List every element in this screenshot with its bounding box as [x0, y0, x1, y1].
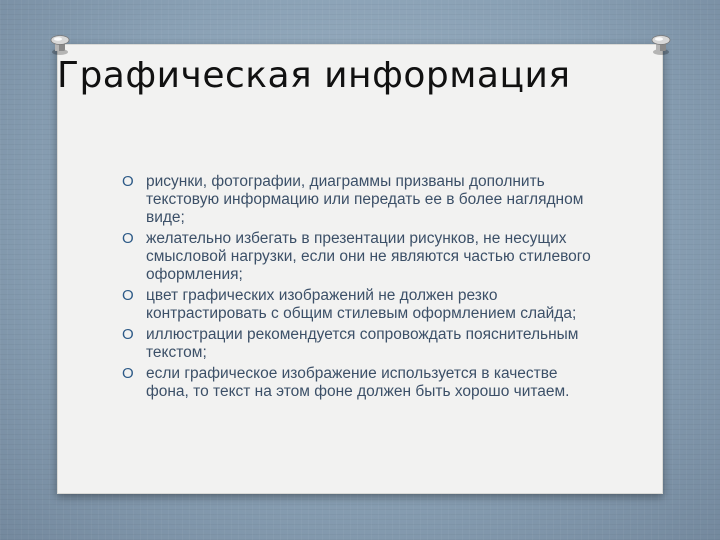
- bullet-marker-icon: O: [122, 365, 134, 382]
- bullet-marker-icon: O: [122, 326, 134, 343]
- bullet-marker-icon: O: [122, 173, 134, 190]
- pushpin-icon: [650, 30, 672, 56]
- pushpin-icon: [49, 30, 71, 56]
- slide-title: Графическая информация: [57, 55, 571, 96]
- bullet-text: цвет графических изображений не должен резко контрастировать с общим стилевым оформлением слайда;: [146, 287, 577, 322]
- bullet-text: рисунки, фотографии, диаграммы призваны дополнить текстовую информацию или передать ее в более наглядном виде;: [146, 173, 584, 226]
- bullet-text: желательно избегать в презентации рисунков, не несущих смысловой нагрузки, если они не являются частью стилевого оформления;: [146, 230, 591, 283]
- bullet-marker-icon: O: [122, 230, 134, 247]
- bullet-marker-icon: O: [122, 287, 134, 304]
- bullet-item: [122, 230, 602, 284]
- bullet-item: [122, 365, 602, 401]
- bullet-item: [122, 326, 602, 362]
- bullet-list: [122, 173, 602, 404]
- bullet-text: если графическое изображение используется в качестве фона, то текст на этом фоне должен быть хорошо читаем.: [146, 365, 570, 400]
- bullet-text: иллюстрации рекомендуется сопровождать пояснительным текстом;: [146, 326, 579, 361]
- bullet-item: [122, 287, 602, 323]
- bullet-item: [122, 173, 602, 227]
